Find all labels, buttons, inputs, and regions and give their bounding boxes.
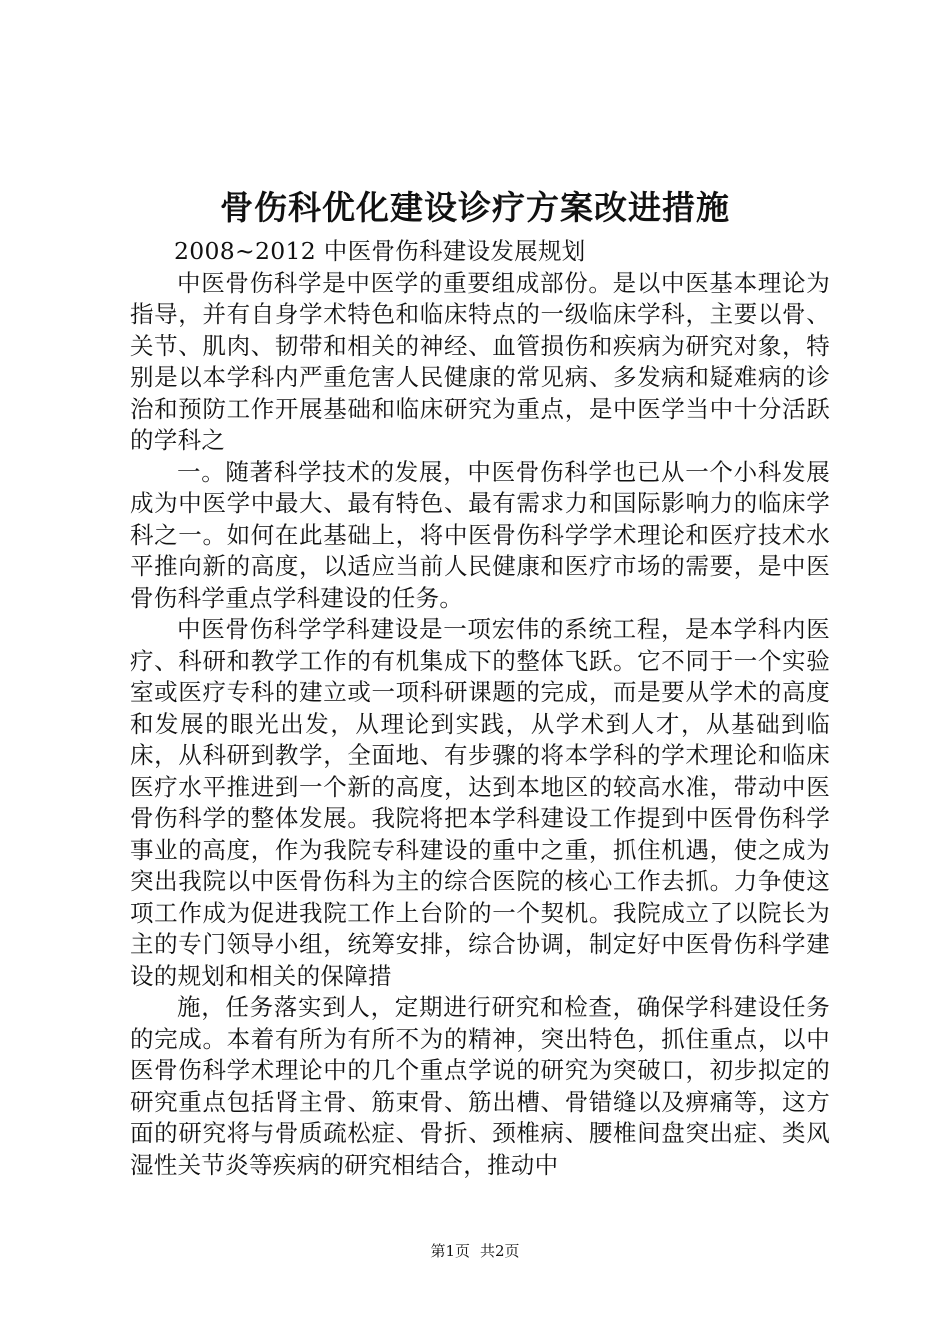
paragraph: 施，任务落实到人，定期进行研究和检查，确保学科建设任务的完成。本着有所为有所不为的精神，突出特色，抓住重点，以中医骨伤科学术理论中的几个重点学说的研究为突破口，初步拟定的研究重点包括肾主骨、筋束骨、筋出槽、骨错缝以及痹痛等，这方面的研究将与骨质疏松症、骨折、颈椎病、腰椎间盘突出症、类风湿性关节炎等疾病的研究相结合，推动中 xyxy=(130,993,830,1179)
paragraph: 一。随著科学技术的发展，中医骨伤科学也已从一个小科发展成为中医学中最大、最有特色、最有需求力和国际影响力的临床学科之一。如何在此基础上，将中医骨伤科学学术理论和医疗技术水平推向新的高度，以适应当前人民健康和医疗市场的需要，是中医骨伤科学重点学科建设的任务。 xyxy=(130,457,830,612)
paragraph: 中医骨伤科学是中医学的重要组成部份。是以中医基本理论为指导，并有自身学术特色和临床特点的一级临床学科，主要以骨、关节、肌肉、韧带和相关的神经、血管损伤和疾病为研究对象，特别是以本学科内严重危害人民健康的常见病、多发病和疑难病的诊治和预防工作开展基础和临床研究为重点，是中医学当中十分活跃的学科之 xyxy=(130,268,830,454)
paragraph: 中医骨伤科学学科建设是一项宏伟的系统工程，是本学科内医疗、科研和教学工作的有机集成下的整体飞跃。它不同于一个实验室或医疗专科的建立或一项科研课题的完成，而是要从学术的高度和发展的眼光出发，从理论到实践，从学术到人才，从基础到临床，从科研到教学，全面地、有步骤的将本学科的学术理论和临床医疗水平推进到一个新的高度，达到本地区的较高水准，带动中医骨伤科学的整体发展。我院将把本学科建设工作提到中医骨伤科学事业的高度，作为我院专科建设的重中之重，抓住机遇，使之成为突出我院以中医骨伤科为主的综合医院的核心工作去抓。力争使这项工作成为促进我院工作上台阶的一个契机。我院成立了以院长为主的专门领导小组，统筹安排，综合协调，制定好中医骨伤科学建设的规划和相关的保障措 xyxy=(130,615,830,990)
document-title: 骨伤科优化建设诊疗方案改进措施 xyxy=(220,188,730,227)
document-subtitle: 2008~2012 中医骨伤科建设发展规划 xyxy=(174,237,586,265)
page-footer xyxy=(0,1241,950,1261)
page-total: 共2页 xyxy=(480,1242,520,1260)
page-number: 第1页 xyxy=(430,1242,470,1260)
document-body xyxy=(130,236,830,1181)
